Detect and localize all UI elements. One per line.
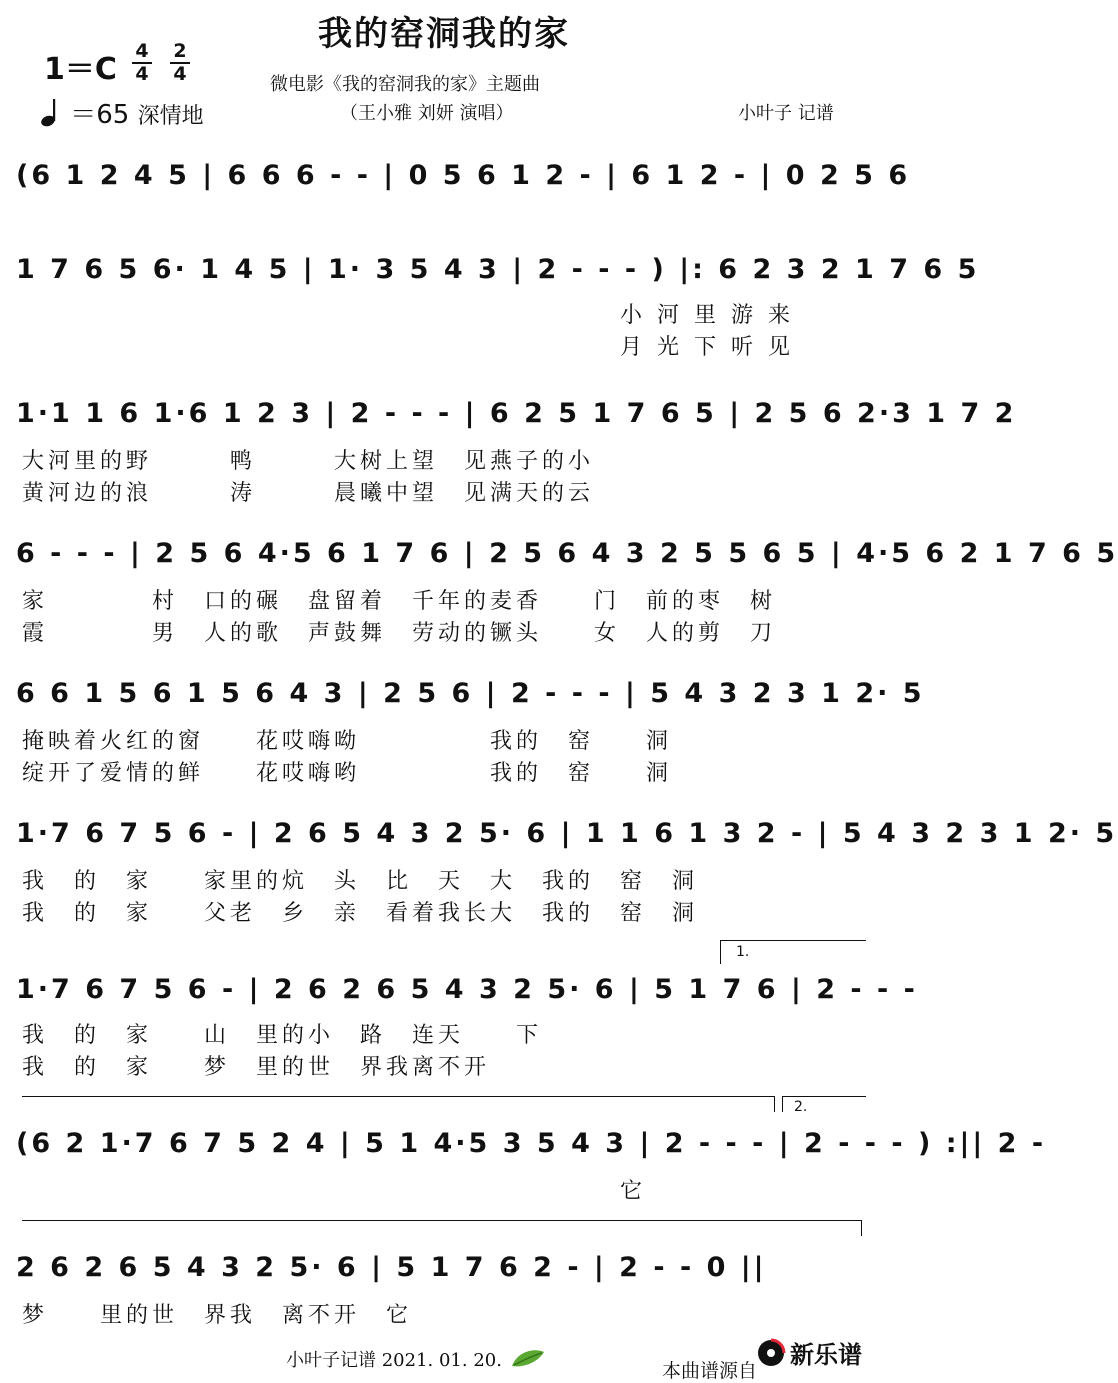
tempo-value: ＝65: [70, 100, 130, 130]
key-label: 1＝C: [44, 52, 117, 87]
time-signature-4-4: 4 4: [132, 42, 152, 84]
coda-bracket-end: [861, 1220, 862, 1236]
time-signature-2-4: 2 4: [170, 42, 190, 84]
volta-2-bracket: [782, 1096, 866, 1097]
lyrics-line: 家 村 口的碾 盘留着 千年的麦香 门 前的枣 树: [22, 589, 777, 614]
interlude-bracket-end: [774, 1096, 775, 1112]
brand-logo-icon: [756, 1338, 786, 1372]
score-system-4: 6 - - - | 2 5 6 4·5 6 1 7 6 | 2 5 6 4 3 2 5 5 6 5 | 4·5 6 2 1 7 6 5: [16, 538, 1118, 569]
volta-2-bracket-end: [782, 1096, 783, 1112]
score-system-9: 2 6 2 6 5 4 3 2 5· 6 | 5 1 7 6 2 - | 2 - - 0 ||: [16, 1252, 767, 1283]
source-text: 本曲谱源自: [662, 1360, 758, 1382]
interlude-bracket: [22, 1096, 774, 1097]
score-system-1: (6 1 2 4 5 | 6 6 6 - - | 0 5 6 1 2 - | 6 1 2 - | 0 2 5 6: [16, 160, 911, 191]
quarter-note-icon: [40, 97, 62, 127]
transcriber-credit: 小叶子 记谱: [738, 103, 834, 124]
singers: （王小雅 刘妍 演唱）: [340, 103, 514, 124]
subtitle: 微电影《我的窑洞我的家》主题曲: [270, 74, 540, 95]
lyrics-line: 绽开了爱情的鲜 花哎嗨哟 我的 窑 洞: [22, 761, 673, 786]
coda-bracket: [22, 1220, 862, 1221]
volta-2-label: 2.: [794, 1099, 808, 1115]
lyrics-line: 月 光 下 听 见: [620, 335, 794, 360]
lyrics-line: 梦 里的世 界我 离不开 它: [22, 1303, 413, 1328]
tempo-marking: [40, 94, 204, 131]
score-system-2: 1 7 6 5 6· 1 4 5 | 1· 3 5 4 3 | 2 - - - ) |: 6 2 3 2 1 7 6 5: [16, 254, 980, 285]
lyrics-line: 大河里的野 鸭 大树上望 见燕子的小: [22, 449, 595, 474]
lyrics-line: 我 的 家 家里的炕 头 比 天 大 我的 窑 洞: [22, 869, 699, 894]
lyrics-line: 霞 男 人的歌 声鼓舞 劳动的镢头 女 人的剪 刀: [22, 621, 777, 646]
lyrics-line: 我 的 家 梦 里的世 界我离不开: [22, 1055, 491, 1080]
score-system-7: 1·7 6 7 5 6 - | 2 6 2 6 5 4 3 2 5· 6 | 5 1 7 6 | 2 - - -: [16, 974, 918, 1005]
song-title: 我的窑洞我的家: [318, 14, 570, 54]
lyrics-line: 它: [22, 1179, 647, 1204]
lyrics-line: 我 的 家 山 里的小 路 连天 下: [22, 1023, 543, 1048]
score-system-8: (6 2 1·7 6 7 5 2 4 | 5 1 4·5 3 5 4 3 | 2 - - - | 2 - - - ) :|| 2 -: [16, 1128, 1047, 1159]
lyrics-line: 黄河边的浪 涛 晨曦中望 见满天的云: [22, 481, 595, 506]
score-system-3: 1·1 1 6 1·6 1 2 3 | 2 - - - | 6 2 5 1 7 6 5 | 2 5 6 2·3 1 7 2: [16, 398, 1017, 429]
score-system-6: 1·7 6 7 5 6 - | 2 6 5 4 3 2 5· 6 | 1 1 6 1 3 2 - | 5 4 3 2 3 1 2· 5: [16, 818, 1118, 849]
footer-note: 小叶子记谱 2021. 01. 20.: [286, 1346, 548, 1372]
lyrics-line: 小 河 里 游 来: [620, 303, 794, 328]
lyrics-line: 我 的 家 父老 乡 亲 看着我长大 我的 窑 洞: [22, 901, 699, 926]
volta-1-bracket-end: [720, 940, 721, 964]
brand-name: 新乐谱: [790, 1341, 862, 1369]
score-system-5: 6 6 1 5 6 1 5 6 4 3 | 2 5 6 | 2 - - - | 5 4 3 2 3 1 2· 5: [16, 678, 925, 709]
key-signature: [44, 44, 117, 88]
volta-1-bracket: [720, 940, 866, 941]
volta-1-label: 1.: [736, 944, 750, 960]
lyrics-line: 掩映着火红的窗 花哎嗨呦 我的 窑 洞: [22, 729, 673, 754]
leaf-icon: [508, 1346, 548, 1370]
expression-text: 深情地: [137, 104, 204, 129]
